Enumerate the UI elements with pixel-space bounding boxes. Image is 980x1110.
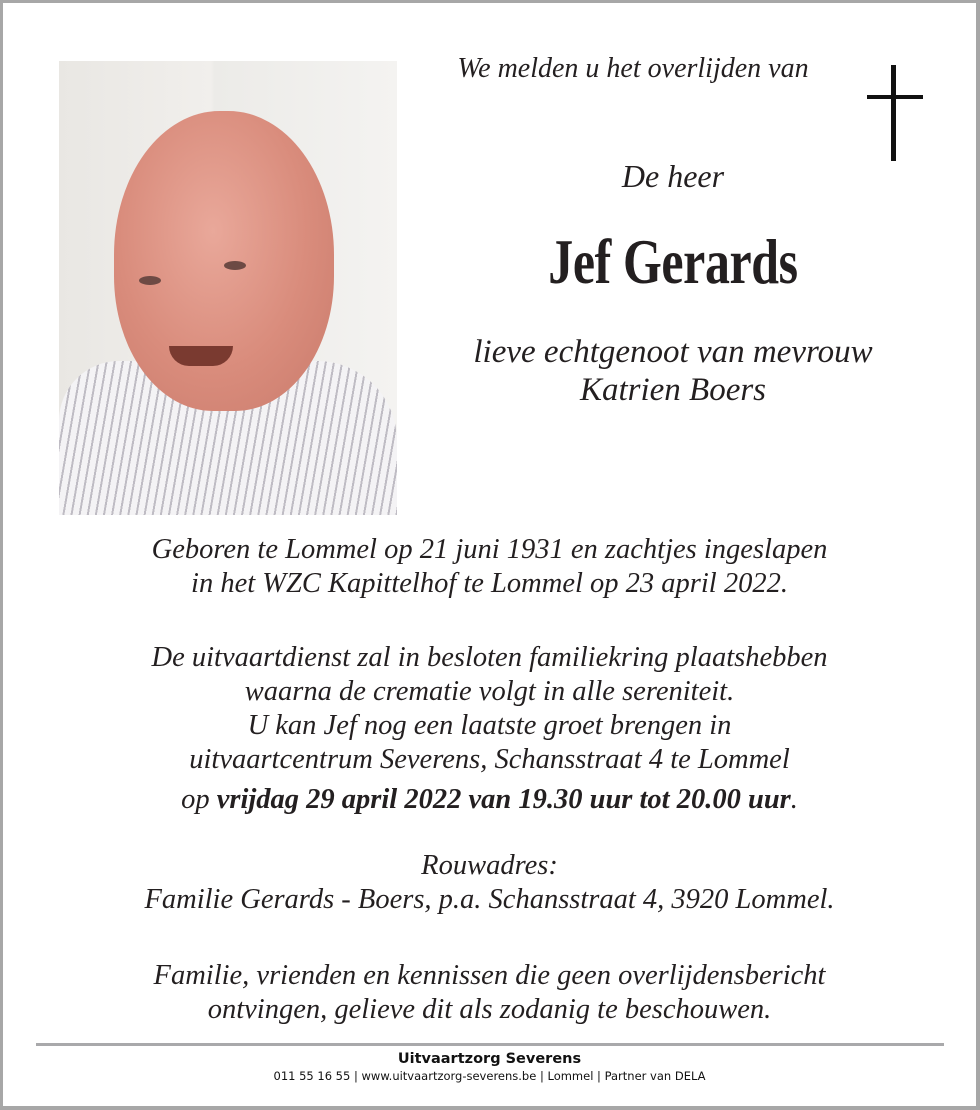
intro-text: We melden u het overlijden van bbox=[457, 53, 809, 84]
honorific: De heer bbox=[621, 158, 725, 194]
cross-icon bbox=[867, 65, 923, 161]
text-prefix: op bbox=[181, 784, 217, 815]
spouse-text bbox=[403, 333, 943, 409]
death-notice bbox=[3, 3, 976, 1106]
deceased-name: Jef Gerards bbox=[548, 226, 798, 297]
text-line: in het WZC Kapittelhof te Lommel op 23 april 2022. bbox=[191, 568, 788, 599]
text-line: waarna de crematie volgt in alle sereniteit. bbox=[244, 676, 735, 707]
service-info bbox=[3, 641, 976, 817]
text-line: Familie Gerards - Boers, p.a. Schansstraat 4, 3920 Lommel. bbox=[144, 884, 835, 915]
text-line: De uitvaartdienst zal in besloten familiekring plaatshebben bbox=[151, 642, 828, 673]
spouse-name: Katrien Boers bbox=[579, 372, 767, 408]
text-line: uitvaartcentrum Severens, Schansstraat 4 te Lommel bbox=[189, 744, 790, 775]
company-name: Uitvaartzorg Severens bbox=[397, 1051, 582, 1067]
text-line: Familie, vrienden en kennissen die geen overlijdensbericht bbox=[153, 960, 826, 991]
visit-datetime: vrijdag 29 april 2022 van 19.30 uur tot 20.00 uur bbox=[216, 784, 791, 815]
mourning-address bbox=[3, 849, 976, 917]
text-suffix: . bbox=[790, 784, 798, 815]
portrait-photo bbox=[59, 61, 397, 515]
birth-death-info bbox=[3, 533, 976, 601]
text-line: Geboren te Lommel op 21 juni 1931 en zachtjes ingeslapen bbox=[151, 534, 828, 565]
text-line bbox=[3, 783, 976, 817]
text-line: U kan Jef nog een laatste groet brengen in bbox=[247, 710, 732, 741]
divider bbox=[36, 1043, 944, 1046]
company-contact: 011 55 16 55 | www.uitvaartzorg-severens.be | Lommel | Partner van DELA bbox=[273, 1069, 706, 1083]
text-line: Rouwadres: bbox=[421, 850, 558, 881]
footer bbox=[3, 1050, 976, 1085]
spouse-line: lieve echtgenoot van mevrouw bbox=[473, 334, 873, 370]
text-line: ontvingen, gelieve dit als zodanig te beschouwen. bbox=[207, 994, 772, 1025]
closing-note bbox=[3, 959, 976, 1027]
